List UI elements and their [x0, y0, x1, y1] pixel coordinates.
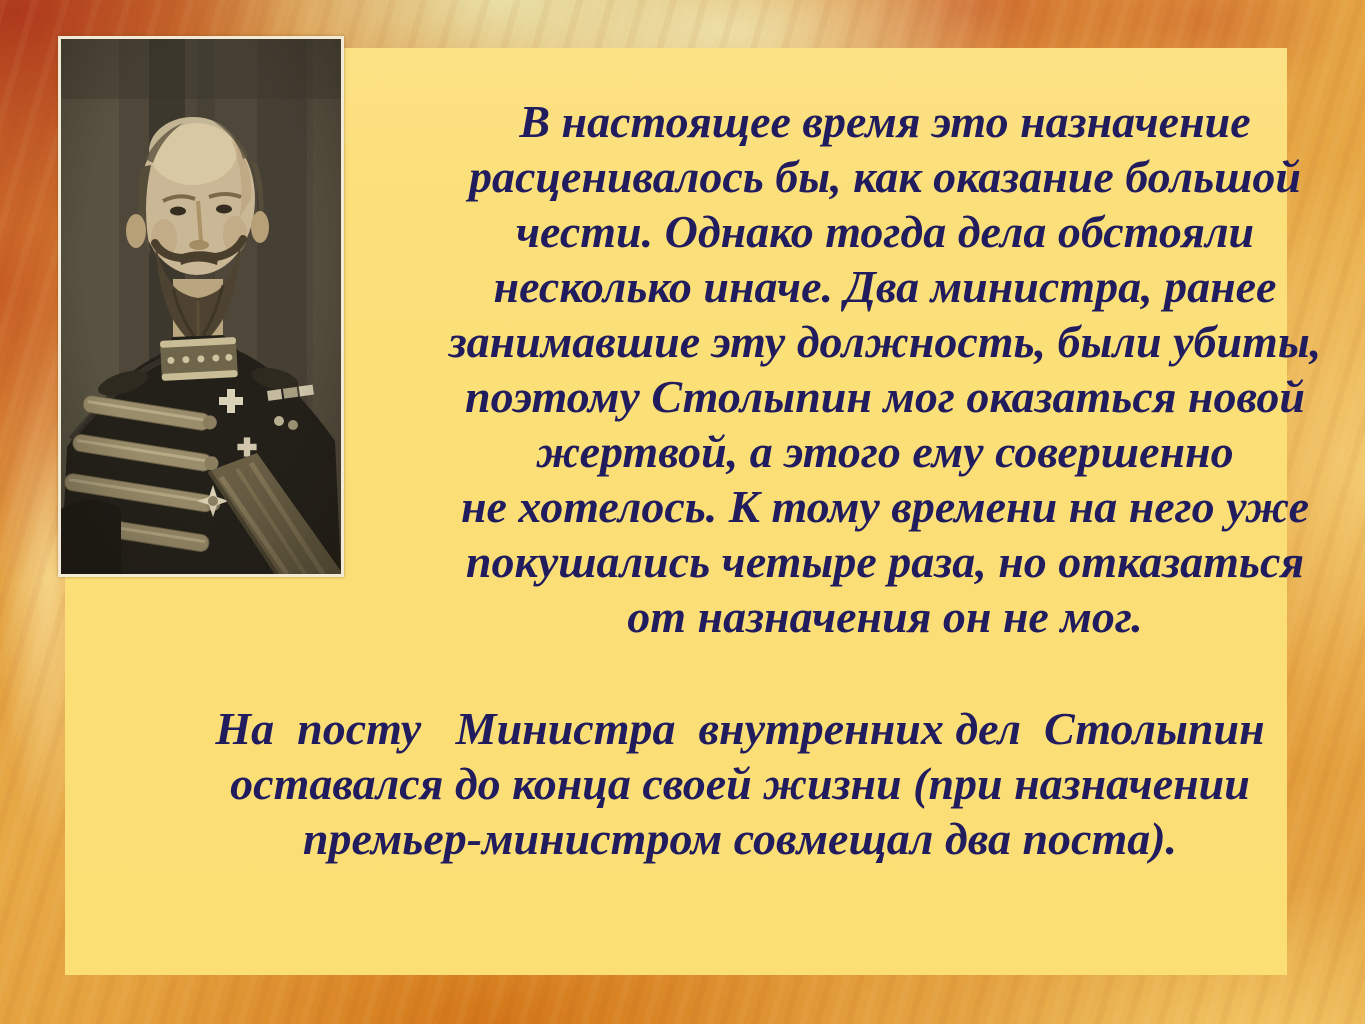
paragraph-line: оставался до конца своей жизни (при назначении — [230, 758, 1250, 809]
paragraph-line: В настоящее время это назначение — [519, 96, 1251, 147]
paragraph-main — [425, 94, 1345, 644]
paragraph-line: покушались четыре раза, но отказаться — [465, 536, 1305, 587]
paragraph-line: расценивалось бы, как оказание большой — [468, 151, 1302, 202]
paragraph-footer — [150, 701, 1330, 866]
portrait-photo-frame — [58, 36, 344, 577]
paragraph-line: жертвой, а этого ему совершенно — [536, 426, 1234, 477]
paragraph-line: поэтому Столыпин мог оказаться новой — [465, 371, 1305, 422]
paragraph-line: занимавшие эту должность, были убиты, — [448, 316, 1322, 367]
paragraph-line: премьер-министром совмещал два поста). — [302, 813, 1178, 864]
paragraph-line: чести. Однако тогда дела обстояли — [515, 206, 1255, 257]
paragraph-line: не хотелось. К тому времени на него уже — [460, 481, 1310, 532]
paragraph-line: несколько иначе. Два министра, ранее — [493, 261, 1277, 312]
paragraph-line: от назначения он не мог. — [627, 591, 1143, 642]
portrait-photo — [61, 39, 341, 574]
paragraph-line: На посту Министра внутренних дел Столыпин — [215, 703, 1265, 754]
